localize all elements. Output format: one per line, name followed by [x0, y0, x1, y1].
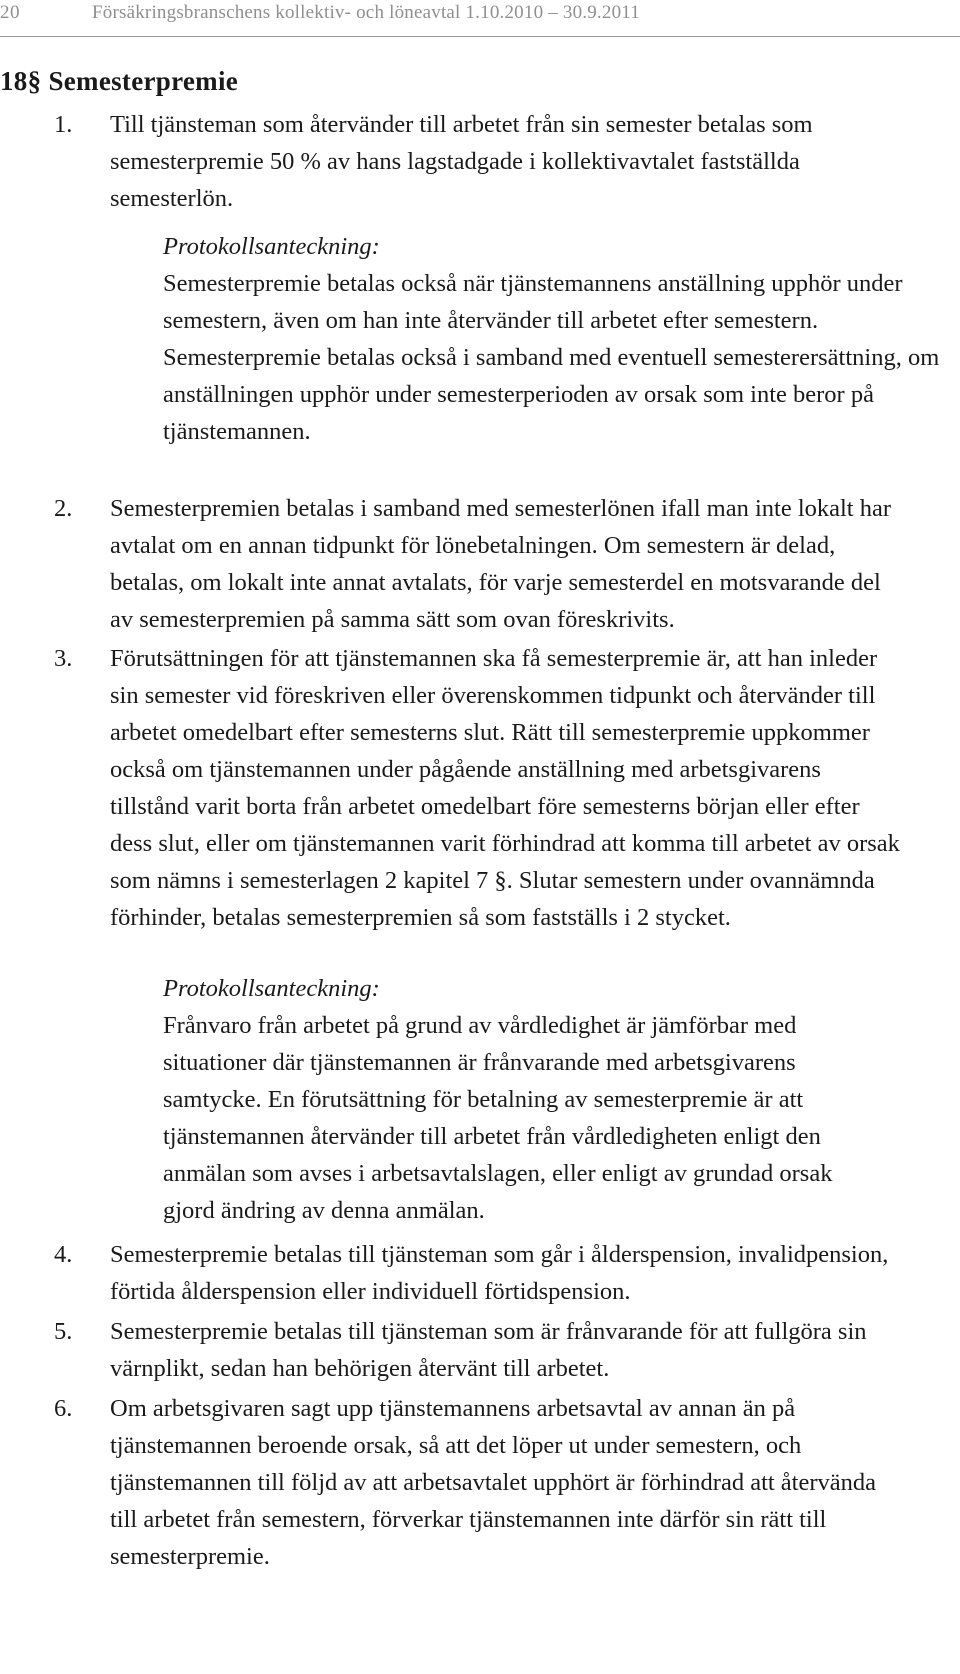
item-text: Till tjänsteman som återvänder till arbetet från sin semester betalas som semesterpremie 50 % av hans lagstadgade i kollektivavtalet fastställda semesterlön. [110, 111, 813, 212]
running-title: Försäkringsbranschens kollektiv- och löneavtal 1.10.2010 – 30.9.2011 [92, 2, 640, 23]
item-text: Semesterpremien betalas i samband med semesterlönen ifall man inte lokalt har avtalat om en annan tidpunkt för lönebetalningen. Om semestern är delad, betalas, om lokalt inte annat avtalats, för varje semesterdel en motsvarande del av semesterpremien på samma sätt som ovan föreskrivits. [110, 495, 892, 633]
item-text: Förutsättningen för att tjänstemannen ska få semesterpremie är, att han inleder sin semester vid föreskriven eller överenskommen tidpunkt och återvänder till arbetet omedelbart efter semesterns slut. Rätt till semesterpremie uppkommer också om tjänstemannen under pågående anställning med arbetsgivarens tillstånd varit borta från arbetet omedelbart före semesterns början eller efter dess slut, eller om tjänstemannen varit förhindrad att komma till arbetet av orsak som nämns i semesterlagen 2 kapitel 7 §. Slutar semestern under ovannämnda förhinder, betalas semesterpremien så som fastställs i 2 stycket. [110, 645, 900, 931]
section-title: 18§ Semesterpremie [0, 66, 239, 96]
document-page: 20 Försäkringsbranschens kollektiv- och löneavtal 1.10.2010 – 30.9.2011 18§ Semesterpremie 1. Till tjänsteman som återvänder till arbetet från sin semester betalas som semesterpremie 50 % av hans lagstadgade i kollektivavtalet fastställda semesterlön. Protokollsanteckning: Semesterpremie betalas också när tjänstemannens anställning upphör under semestern, även om han inte återvänder till arbetet efter semestern. Semesterpremie betalas också i samband med eventuell semesterersättning, om anställningen upphör under semesterperioden av orsak som inte beror på tjänstemannen. 2. Semesterpremien betalas i samband med semesterlönen ifall man inte lokalt har avtalat om en annan tidpunkt för lönebetalningen. Om semestern är delad, betalas, om lokalt inte annat avtalats, för varje semesterdel en motsvarande del av semesterpremien på samma sätt som ovan föreskrivits. 3. Förutsättningen för att tjänstemannen ska få semesterpremie är, att han inleder sin semester vid föreskriven eller överenskommen tidpunkt och återvänder till arbetet omedelbart efter semesterns slut. Rätt till semesterpremie uppkommer också om tjänstemannen under pågående anställning med arbetsgivarens tillstånd varit borta från arbetet omedelbart före semesterns början eller efter dess slut, eller om tjänstemannen varit förhindrad att komma till arbetet av orsak som nämns i semesterlagen 2 kapitel 7 §. Slutar semestern under ovannämnda förhinder, betalas semesterpremien så som fastställs i 2 stycket. Protokollsanteckning: Frånvaro från arbetet på grund av vårdledighet är jämförbar med situationer där tjänstemannen är frånvarande med arbetsgivarens samtycke. En förutsättning för betalning av semesterpremie är att tjänstemannen återvänder till arbetet från vårdledigheten enligt den anmälan som avses i arbetsavtalslagen, eller enligt av grundad orsak gjord ändring av denna anmälan. 4. Semesterpremie betalas till tjänsteman som går i ålderspension, invalidpension, förtida ålderspension eller individuell förtidspension. 5. Semesterpremie betalas till tjänsteman som är frånvarande för att fullgöra sin värnplikt, sedan han behörigen återvänt till arbetet. 6. Om arbetsgivaren sagt upp tjänstemannens arbetsavtal av annan än på tjänstemannen beroende orsak, så att det löper ut under semestern, och tjänstemannen till följd av att arbetsavtalet upphört är förhindrad att återvända till arbetet från semestern, förverkar tjänstemannen inte därför sin rätt till semesterpremie. [0, 0, 960, 1674]
item-text: Semesterpremie betalas till tjänsteman som går i ålderspension, invalidpension, förtida ålderspension eller individuell förtidspension. [110, 1241, 889, 1305]
note-paragraph: Frånvaro från arbetet på grund av vårdledighet är jämförbar med situationer där tjänstemannen är frånvarande med arbetsgivarens samtycke. En förutsättning för betalning av semesterpremie är att tjänstemannen återvänder till arbetet från vårdledigheten enligt den anmälan som avses i arbetsavtalslagen, eller enligt av grundad orsak gjord ändring av denna anmälan. [163, 1012, 833, 1224]
protocol-note [163, 228, 953, 450]
page-header [0, 0, 960, 37]
note-label: Protokollsanteckning: [163, 975, 380, 1002]
note-paragraph: Semesterpremie betalas också i samband med eventuell semesterersättning, om anställningen upphör under semesterperioden av orsak som inte beror på tjänstemannen. [163, 344, 940, 445]
page-number: 20 [0, 2, 20, 23]
note-label: Protokollsanteckning: [163, 233, 380, 260]
protocol-note [163, 970, 953, 1229]
note-paragraph: Semesterpremie betalas också när tjänstemannens anställning upphör under semestern, även om han inte återvänder till arbetet efter semestern. [163, 270, 903, 334]
item-text: Om arbetsgivaren sagt upp tjänstemannens arbetsavtal av annan än på tjänstemannen beroende orsak, så att det löper ut under semestern, och tjänstemannen till följd av att arbetsavtalet upphört är förhindrad att återvända till arbetet från semestern, förverkar tjänstemannen inte därför sin rätt till semesterpremie. [110, 1395, 877, 1570]
item-text: Semesterpremie betalas till tjänsteman som är frånvarande för att fullgöra sin värnplikt, sedan han behörigen återvänt till arbetet. [110, 1318, 867, 1382]
